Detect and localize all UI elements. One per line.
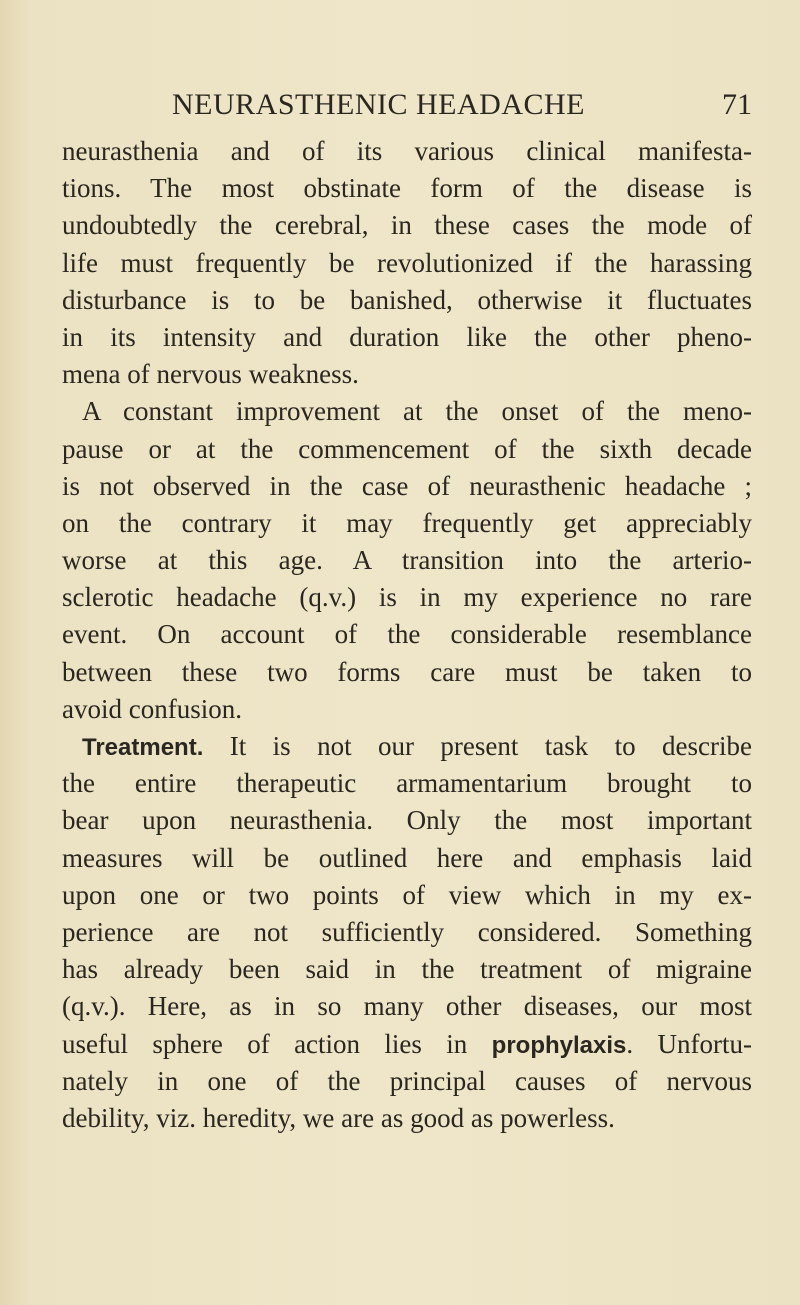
text-line: has already been said in the treatment of migraine — [62, 954, 752, 985]
text-line: nately in one of the principal causes of nervous — [62, 1065, 752, 1096]
prophylaxis-line-end: . Unfortu- — [626, 1028, 752, 1059]
body-text — [62, 133, 752, 1137]
text-line: undoubtedly the cerebral, in these cases the mode of — [62, 210, 752, 241]
running-head — [0, 88, 800, 128]
text-line: on the contrary it may frequently get appreciably — [62, 507, 752, 538]
text-line: debility, viz. heredity, we are as good as powerless. — [62, 1102, 615, 1133]
text-line: in its intensity and duration like the other pheno- — [62, 321, 752, 352]
text-line: is not observed in the case of neurasthenic headache ; — [62, 470, 752, 501]
text-line: between these two forms care must be taken to — [62, 656, 752, 687]
text-line: avoid confusion. — [62, 693, 242, 724]
text-line: neurasthenia and of its various clinical manifesta- — [62, 136, 752, 166]
text-line: mena of nervous weakness. — [62, 359, 359, 390]
text-line-treatment — [62, 728, 752, 765]
page-number: 71 — [722, 88, 752, 121]
running-title: NEURASTHENIC HEADACHE — [172, 88, 585, 121]
text-line: life must frequently be revolutionized if the harassing — [62, 247, 752, 278]
text-line: (q.v.). Here, as in so many other diseases, our most — [62, 991, 752, 1022]
text-line: disturbance is to be banished, otherwise it fluctuates — [62, 284, 752, 315]
text-line-prophylaxis — [62, 1026, 752, 1063]
prophylaxis-term: prophylaxis — [491, 1031, 627, 1059]
text-line: event. On account of the considerable resemblance — [62, 619, 752, 650]
text-line: upon one or two points of view which in my ex- — [62, 879, 752, 910]
treatment-heading: Treatment. — [82, 734, 204, 761]
text-line: pause or at the commencement of the sixth decade — [62, 433, 752, 464]
text-line: the entire therapeutic armamentarium brought to — [62, 768, 752, 799]
text-line: perience are not sufficiently considered. Something — [62, 916, 752, 947]
text-line: measures will be outlined here and emphasis laid — [62, 842, 752, 873]
text-line: worse at this age. A transition into the arterio- — [62, 545, 752, 576]
treatment-line-text: It is not our present task to describe — [203, 731, 752, 761]
text-line: A constant improvement at the onset of the meno- — [82, 396, 752, 427]
text-line: bear upon neurasthenia. Only the most important — [62, 805, 752, 836]
text-line: tions. The most obstinate form of the disease is — [62, 173, 752, 204]
prophylaxis-line-start: useful sphere of action lies in — [62, 1028, 492, 1059]
text-line: sclerotic headache (q.v.) is in my experience no rare — [62, 582, 752, 613]
